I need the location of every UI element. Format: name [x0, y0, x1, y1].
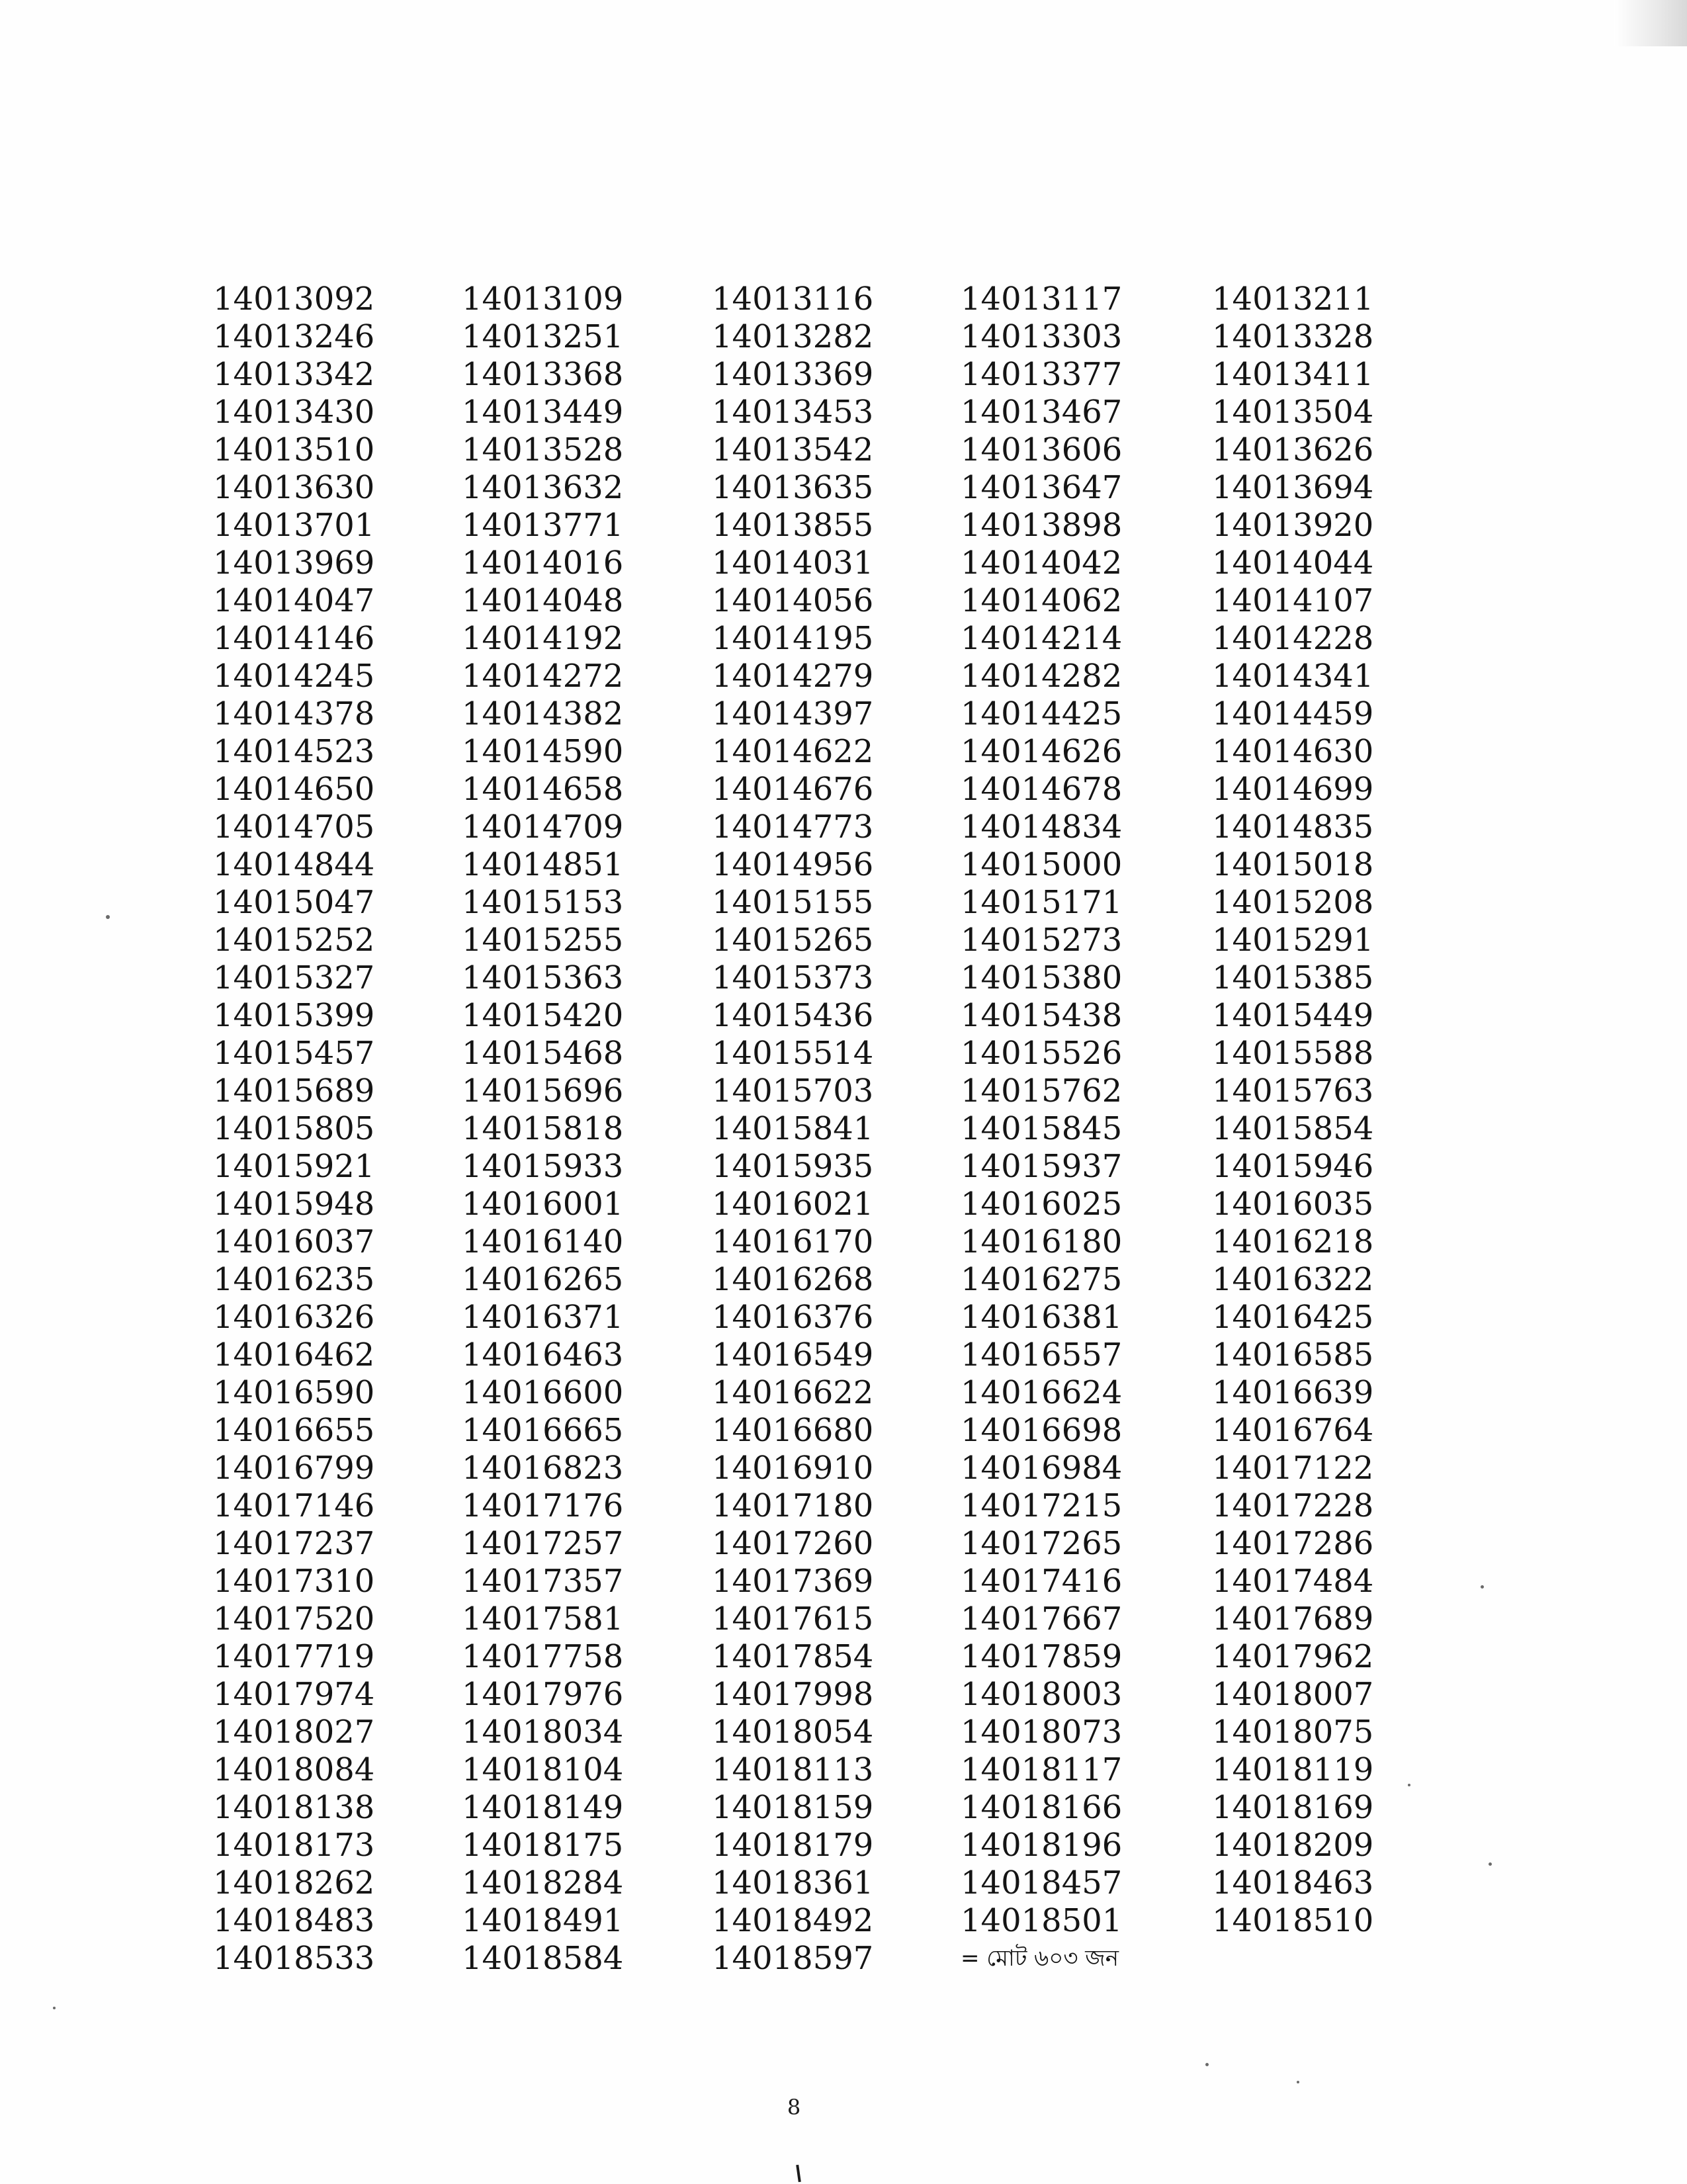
roll-number-cell: 14013694 [1212, 469, 1374, 506]
roll-number-cell: 14016376 [712, 1299, 874, 1336]
roll-number-cell: 14013969 [213, 545, 375, 582]
roll-number-cell: 14014459 [1212, 695, 1374, 732]
roll-number-cell: 14018003 [961, 1676, 1123, 1713]
roll-number-cell: 14013117 [961, 281, 1123, 318]
roll-number-cell: 14016462 [213, 1336, 375, 1374]
roll-number-cell: 14018262 [213, 1864, 375, 1901]
roll-number-cell: 14015380 [961, 959, 1123, 996]
roll-number-cell: 14013251 [462, 318, 624, 355]
total-count-note: = মোট ৬০৩ জন [961, 1945, 1119, 1972]
roll-number-cell: 14017416 [961, 1563, 1123, 1600]
roll-number-cell: 14014709 [462, 808, 624, 846]
roll-number-cell: 14017998 [712, 1676, 874, 1713]
roll-number-cell: 14013635 [712, 469, 874, 506]
roll-number-cell: 14015018 [1212, 846, 1374, 883]
roll-number-cell: 14017310 [213, 1563, 375, 1600]
page-number: 8 [787, 2095, 801, 2120]
roll-number-cell: 14018491 [462, 1902, 624, 1939]
roll-number-cell: 14017962 [1212, 1638, 1374, 1675]
roll-number-cell: 14016698 [961, 1412, 1123, 1449]
roll-number-cell: 14018119 [1212, 1751, 1374, 1788]
roll-number-cell: 14014245 [213, 658, 375, 695]
roll-number-cell: 14014676 [712, 771, 874, 808]
roll-number-cell: 14018463 [1212, 1864, 1374, 1901]
roll-number-cell: 14014835 [1212, 808, 1374, 846]
roll-number-cell: 14015946 [1212, 1148, 1374, 1185]
roll-number-cell: 14018196 [961, 1827, 1123, 1864]
roll-number-cell: 14014378 [213, 695, 375, 732]
roll-number-cell: 14013606 [961, 431, 1123, 468]
roll-number-cell: 14016035 [1212, 1186, 1374, 1223]
roll-number-cell: 14013542 [712, 431, 874, 468]
roll-number-cell: 14016140 [462, 1223, 624, 1260]
roll-number-cell: 14016326 [213, 1299, 375, 1336]
roll-number-cell: 14017581 [462, 1600, 624, 1638]
roll-number-cell: 14016268 [712, 1261, 874, 1298]
roll-number-cell: 14016180 [961, 1223, 1123, 1260]
roll-number-cell: 14015514 [712, 1035, 874, 1072]
scan-speck [1205, 2063, 1209, 2066]
roll-number-cell: 14013246 [213, 318, 375, 355]
roll-number-cell: 14014678 [961, 771, 1123, 808]
roll-number-cell: 14016823 [462, 1450, 624, 1487]
roll-number-cell: 14015805 [213, 1110, 375, 1147]
roll-number-cell: 14014590 [462, 733, 624, 770]
roll-number-cell: 14015273 [961, 922, 1123, 959]
roll-number-cell: 14015385 [1212, 959, 1374, 996]
roll-number-cell: 14016590 [213, 1374, 375, 1411]
roll-number-cell: 14015457 [213, 1035, 375, 1072]
roll-number-cell: 14014844 [213, 846, 375, 883]
roll-number-cell: 14014397 [712, 695, 874, 732]
roll-number-cell: 14017237 [213, 1525, 375, 1562]
roll-number-cell: 14014341 [1212, 658, 1374, 695]
roll-number-cell: 14014425 [961, 695, 1123, 732]
roll-number-cell: 14014956 [712, 846, 874, 883]
scan-speck [1408, 1784, 1410, 1786]
roll-number-cell: 14015363 [462, 959, 624, 996]
roll-number-cell: 14015420 [462, 997, 624, 1034]
roll-number-cell: 14014047 [213, 582, 375, 619]
roll-number-cell: 14017667 [961, 1600, 1123, 1638]
scan-mark [796, 2165, 801, 2182]
roll-number-cell: 14013898 [961, 507, 1123, 544]
roll-number-cell: 14015208 [1212, 884, 1374, 921]
roll-number-cell: 14017484 [1212, 1563, 1374, 1600]
roll-number-cell: 14013504 [1212, 394, 1374, 431]
roll-number-cell: 14017176 [462, 1487, 624, 1524]
roll-number-cell: 14018510 [1212, 1902, 1374, 1939]
roll-number-cell: 14013626 [1212, 431, 1374, 468]
roll-number-cell: 14013510 [213, 431, 375, 468]
scan-speck [106, 915, 110, 919]
roll-number-cell: 14018007 [1212, 1676, 1374, 1713]
roll-number-cell: 14016764 [1212, 1412, 1374, 1449]
roll-number-cell: 14015399 [213, 997, 375, 1034]
roll-number-cell: 14015265 [712, 922, 874, 959]
roll-number-cell: 14018533 [213, 1940, 375, 1977]
roll-number-cell: 14016381 [961, 1299, 1123, 1336]
roll-number-cell: 14015935 [712, 1148, 874, 1185]
roll-number-cell: 14016037 [213, 1223, 375, 1260]
roll-number-cell: 14018483 [213, 1902, 375, 1939]
roll-number-cell: 14013771 [462, 507, 624, 544]
roll-number-cell: 14017286 [1212, 1525, 1374, 1562]
roll-number-cell: 14013328 [1212, 318, 1374, 355]
roll-number-cell: 14017215 [961, 1487, 1123, 1524]
roll-number-cell: 14017357 [462, 1563, 624, 1600]
roll-number-cell: 14017369 [712, 1563, 874, 1600]
roll-number-cell: 14014523 [213, 733, 375, 770]
roll-number-cell: 14016275 [961, 1261, 1123, 1298]
roll-number-cell: 14014192 [462, 620, 624, 657]
roll-number-cell: 14016371 [462, 1299, 624, 1336]
roll-number-cell: 14015937 [961, 1148, 1123, 1185]
scan-speck [1297, 2081, 1299, 2083]
roll-number-cell: 14013630 [213, 469, 375, 506]
roll-number-cell: 14015845 [961, 1110, 1123, 1147]
roll-number-cell: 14015171 [961, 884, 1123, 921]
roll-number-cell: 14013701 [213, 507, 375, 544]
roll-number-cell: 14018073 [961, 1714, 1123, 1751]
roll-number-cell: 14014650 [213, 771, 375, 808]
roll-number-cell: 14015000 [961, 846, 1123, 883]
roll-number-cell: 14016170 [712, 1223, 874, 1260]
roll-number-cell: 14017265 [961, 1525, 1123, 1562]
roll-number-cell: 14015155 [712, 884, 874, 921]
roll-number-cell: 14018361 [712, 1864, 874, 1901]
roll-number-cell: 14018492 [712, 1902, 874, 1939]
roll-number-cell: 14013632 [462, 469, 624, 506]
roll-number-cell: 14017228 [1212, 1487, 1374, 1524]
roll-number-cell: 14015153 [462, 884, 624, 921]
roll-number-cell: 14014658 [462, 771, 624, 808]
roll-number-cell: 14018054 [712, 1714, 874, 1751]
roll-number-cell: 14015588 [1212, 1035, 1374, 1072]
roll-number-cell: 14013453 [712, 394, 874, 431]
roll-number-cell: 14018159 [712, 1789, 874, 1826]
roll-number-cell: 14014214 [961, 620, 1123, 657]
roll-number-cell: 14017615 [712, 1600, 874, 1638]
roll-number-cell: 14015689 [213, 1072, 375, 1110]
roll-number-cell: 14013377 [961, 356, 1123, 393]
roll-number-cell: 14014622 [712, 733, 874, 770]
roll-number-cell: 14018584 [462, 1940, 624, 1977]
roll-number-cell: 14016622 [712, 1374, 874, 1411]
roll-number-cell: 14017854 [712, 1638, 874, 1675]
roll-number-cell: 14017260 [712, 1525, 874, 1562]
roll-number-cell: 14013647 [961, 469, 1123, 506]
roll-number-cell: 14015436 [712, 997, 874, 1034]
roll-number-cell: 14014048 [462, 582, 624, 619]
roll-number-cell: 14018113 [712, 1751, 874, 1788]
roll-number-cell: 14016624 [961, 1374, 1123, 1411]
roll-number-cell: 14017976 [462, 1676, 624, 1713]
roll-number-cell: 14013282 [712, 318, 874, 355]
roll-number-cell [1212, 1940, 1444, 1978]
roll-number-cell: 14014195 [712, 620, 874, 657]
scan-speck [1489, 1862, 1492, 1866]
roll-number-cell: 14014146 [213, 620, 375, 657]
roll-number-cell: 14015047 [213, 884, 375, 921]
roll-number-list [213, 281, 1444, 1978]
roll-number-cell: 14017257 [462, 1525, 624, 1562]
roll-number-cell: 14017974 [213, 1676, 375, 1713]
roll-number-cell: 14018173 [213, 1827, 375, 1864]
roll-number-cell: 14016265 [462, 1261, 624, 1298]
roll-number-cell: 14018166 [961, 1789, 1123, 1826]
roll-number-cell: 14017689 [1212, 1600, 1374, 1638]
roll-number-cell: 14015818 [462, 1110, 624, 1147]
roll-number-cell: 14013920 [1212, 507, 1374, 544]
roll-number-cell: 14016021 [712, 1186, 874, 1223]
roll-number-cell: 14018117 [961, 1751, 1123, 1788]
roll-number-cell: 14014282 [961, 658, 1123, 695]
roll-number-cell: 14018501 [961, 1902, 1123, 1939]
roll-number-cell: 14016799 [213, 1450, 375, 1487]
roll-number-cell: 14014107 [1212, 582, 1374, 619]
roll-number-cell: 14018149 [462, 1789, 624, 1826]
roll-number-cell: 14014834 [961, 808, 1123, 846]
roll-number-cell: 14017859 [961, 1638, 1123, 1675]
roll-number-cell: 14014279 [712, 658, 874, 695]
roll-number-cell: 14013342 [213, 356, 375, 393]
roll-number-cell: 14014630 [1212, 733, 1374, 770]
roll-number-cell: 14015696 [462, 1072, 624, 1110]
roll-number-cell: 14015948 [213, 1186, 375, 1223]
roll-number-cell: 14015526 [961, 1035, 1123, 1072]
roll-number-cell: 14015921 [213, 1148, 375, 1185]
roll-number-cell: 14015468 [462, 1035, 624, 1072]
roll-number-cell: 14013449 [462, 394, 624, 431]
roll-number-cell: 14018104 [462, 1751, 624, 1788]
roll-number-cell: 14015291 [1212, 922, 1374, 959]
roll-number-cell: 14015252 [213, 922, 375, 959]
roll-number-cell: 14016665 [462, 1412, 624, 1449]
roll-number-cell: 14017719 [213, 1638, 375, 1675]
roll-number-cell: 14015854 [1212, 1110, 1374, 1147]
roll-number-cell: 14014031 [712, 545, 874, 582]
roll-number-cell: 14016680 [712, 1412, 874, 1449]
roll-number-cell: 14013430 [213, 394, 375, 431]
roll-number-cell: 14014056 [712, 582, 874, 619]
roll-number-cell: 14015449 [1212, 997, 1374, 1034]
roll-number-cell: 14015327 [213, 959, 375, 996]
roll-number-cell: 14013855 [712, 507, 874, 544]
roll-number-cell: 14015841 [712, 1110, 874, 1147]
roll-number-cell: 14018457 [961, 1864, 1123, 1901]
roll-number-cell: 14015438 [961, 997, 1123, 1034]
roll-number-cell: 14013211 [1212, 281, 1374, 318]
roll-number-cell: 14014699 [1212, 771, 1374, 808]
roll-number-cell: 14015255 [462, 922, 624, 959]
roll-number-cell: 14013528 [462, 431, 624, 468]
roll-number-cell: 14014626 [961, 733, 1123, 770]
roll-number-cell: 14015933 [462, 1148, 624, 1185]
roll-number-cell: 14016600 [462, 1374, 624, 1411]
roll-number-cell: 14013116 [712, 281, 874, 318]
roll-number-cell: 14014851 [462, 846, 624, 883]
roll-number-cell: 14015373 [712, 959, 874, 996]
roll-number-cell: 14017520 [213, 1600, 375, 1638]
roll-number-cell: 14013109 [462, 281, 624, 318]
roll-number-cell: 14014044 [1212, 545, 1374, 582]
roll-number-cell: 14018075 [1212, 1714, 1374, 1751]
roll-number-cell: 14015762 [961, 1072, 1123, 1110]
roll-number-cell: 14018597 [712, 1940, 874, 1977]
roll-number-cell: 14018169 [1212, 1789, 1374, 1826]
roll-number-cell: 14015763 [1212, 1072, 1374, 1110]
scan-speck [1481, 1585, 1484, 1589]
roll-number-cell: 14018034 [462, 1714, 624, 1751]
roll-number-cell: 14018284 [462, 1864, 624, 1901]
roll-number-cell: 14016322 [1212, 1261, 1374, 1298]
roll-number-cell: 14016025 [961, 1186, 1123, 1223]
roll-number-cell: 14013368 [462, 356, 624, 393]
roll-number-cell: 14017146 [213, 1487, 375, 1524]
roll-number-cell: 14016557 [961, 1336, 1123, 1374]
roll-number-cell: 14015703 [712, 1072, 874, 1110]
roll-number-cell: 14013411 [1212, 356, 1374, 393]
roll-number-cell: 14017122 [1212, 1450, 1374, 1487]
roll-number-cell: 14016463 [462, 1336, 624, 1374]
roll-number-cell: 14016001 [462, 1186, 624, 1223]
roll-number-cell: 14016984 [961, 1450, 1123, 1487]
roll-number-cell: 14017758 [462, 1638, 624, 1675]
roll-number-cell: 14018209 [1212, 1827, 1374, 1864]
roll-number-cell: 14017180 [712, 1487, 874, 1524]
roll-number-cell: 14013092 [213, 281, 375, 318]
roll-number-cell: 14016639 [1212, 1374, 1374, 1411]
roll-number-cell: 14013467 [961, 394, 1123, 431]
roll-number-cell: 14016585 [1212, 1336, 1374, 1374]
roll-number-cell: 14014016 [462, 545, 624, 582]
roll-number-cell: 14013303 [961, 318, 1123, 355]
roll-number-cell: 14018138 [213, 1789, 375, 1826]
roll-number-cell: 14018084 [213, 1751, 375, 1788]
roll-number-cell: 14013369 [712, 356, 874, 393]
roll-number-cell: 14014272 [462, 658, 624, 695]
roll-number-cell: 14016218 [1212, 1223, 1374, 1260]
roll-number-cell: 14014382 [462, 695, 624, 732]
roll-number-cell: 14014705 [213, 808, 375, 846]
scan-speck [53, 2007, 56, 2009]
scan-edge-shadow [1614, 0, 1687, 46]
roll-number-cell: 14018179 [712, 1827, 874, 1864]
roll-number-cell: 14014228 [1212, 620, 1374, 657]
roll-number-cell: 14014062 [961, 582, 1123, 619]
roll-number-cell: 14014042 [961, 545, 1123, 582]
roll-number-cell: 14016910 [712, 1450, 874, 1487]
roll-number-cell: 14014773 [712, 808, 874, 846]
roll-number-cell: 14018027 [213, 1714, 375, 1751]
roll-number-cell: 14016235 [213, 1261, 375, 1298]
roll-number-cell: 14016549 [712, 1336, 874, 1374]
roll-number-cell: 14016425 [1212, 1299, 1374, 1336]
roll-number-cell: 14018175 [462, 1827, 624, 1864]
roll-number-cell: 14016655 [213, 1412, 375, 1449]
